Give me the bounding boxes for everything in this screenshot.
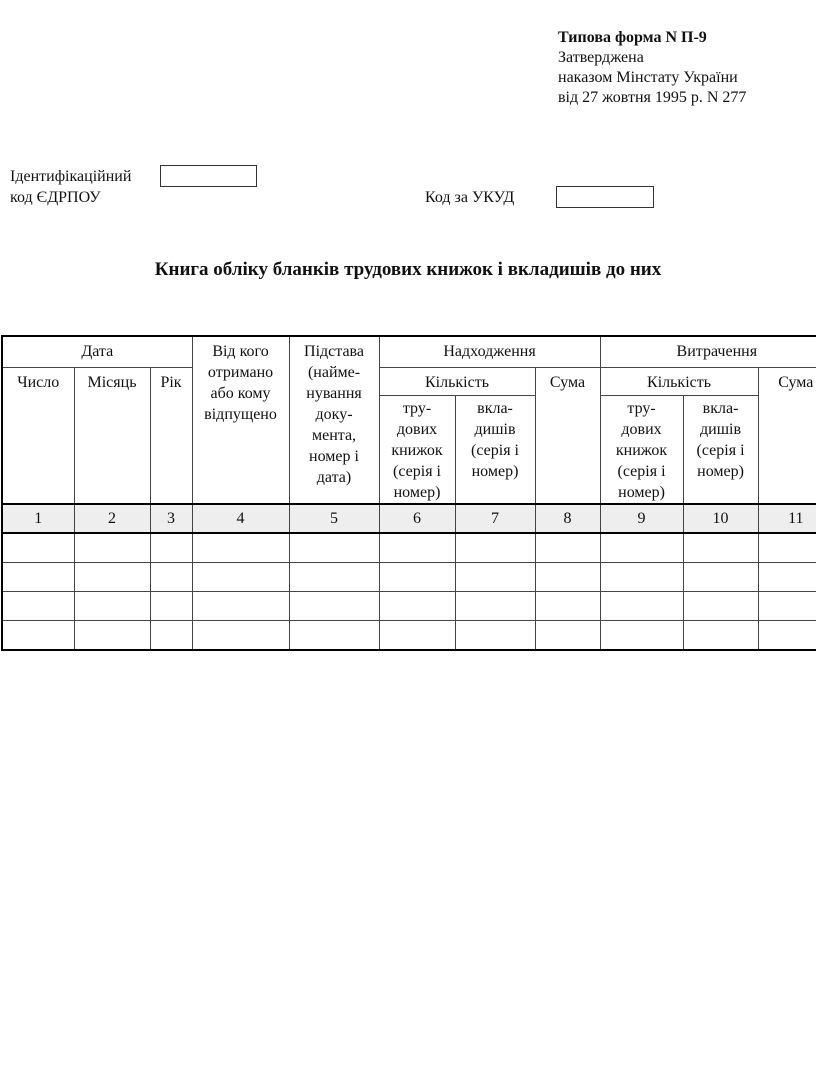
header-date: Дата — [2, 336, 192, 368]
approved-line-2: наказом Мінстату України — [558, 69, 738, 86]
table-cell[interactable] — [192, 621, 289, 651]
table-cell[interactable] — [379, 563, 455, 592]
table-row — [2, 533, 816, 563]
table-cell[interactable] — [379, 592, 455, 621]
table-cell[interactable] — [150, 592, 192, 621]
header-line: книжок — [391, 442, 443, 459]
column-number: 3 — [150, 504, 192, 533]
header-from-whom — [192, 336, 289, 504]
table-cell[interactable] — [192, 563, 289, 592]
header-basis-line: номер і — [309, 448, 359, 465]
header-receipt-sum: Сума — [535, 368, 600, 505]
table-cell[interactable] — [2, 592, 74, 621]
table-cell[interactable] — [74, 621, 150, 651]
table-cell[interactable] — [683, 621, 758, 651]
table-cell[interactable] — [600, 592, 683, 621]
table-cell[interactable] — [289, 592, 379, 621]
header-basis-line: мента, — [311, 427, 357, 444]
table-cell[interactable] — [535, 533, 600, 563]
header-from-whom-line: отримано — [207, 364, 274, 381]
header-receipt-inserts — [455, 396, 535, 505]
edrpou-label-line-1: Ідентифікаційний — [10, 168, 132, 185]
column-number: 6 — [379, 504, 455, 533]
header-month: Місяць — [74, 368, 150, 505]
header-receipt-work-books — [379, 396, 455, 505]
header-receipt-quantity: Кількість — [379, 368, 535, 396]
table-cell[interactable] — [192, 592, 289, 621]
header-line: книжок — [615, 442, 668, 459]
header-expenditure-work-books — [600, 396, 683, 505]
column-number: 1 — [2, 504, 74, 533]
header-line: тру- — [627, 400, 656, 417]
table-cell[interactable] — [74, 592, 150, 621]
header-line: (серія і — [471, 442, 519, 459]
column-number: 4 — [192, 504, 289, 533]
approved-line-1: Затверджена — [558, 49, 644, 66]
table-cell[interactable] — [535, 592, 600, 621]
data-rows — [2, 533, 816, 650]
header-line: номер) — [618, 484, 665, 501]
edrpou-label — [10, 166, 131, 208]
header-line: номер) — [393, 484, 441, 501]
table-cell[interactable] — [758, 533, 816, 563]
header-line: номер) — [697, 463, 744, 480]
table-cell[interactable] — [150, 563, 192, 592]
table-cell[interactable] — [379, 621, 455, 651]
table-cell[interactable] — [455, 533, 535, 563]
table-cell[interactable] — [289, 533, 379, 563]
table-cell[interactable] — [150, 621, 192, 651]
table-cell[interactable] — [455, 563, 535, 592]
table-cell[interactable] — [683, 592, 758, 621]
table-cell[interactable] — [455, 621, 535, 651]
table-cell[interactable] — [2, 533, 74, 563]
book-table — [1, 335, 816, 651]
form-header — [558, 28, 746, 108]
table-cell[interactable] — [600, 533, 683, 563]
table-cell[interactable] — [455, 592, 535, 621]
header-basis-line: дата) — [316, 469, 352, 486]
column-number-row — [2, 504, 816, 533]
table-cell[interactable] — [758, 592, 816, 621]
header-line: вкла- — [477, 400, 513, 417]
table-cell[interactable] — [192, 533, 289, 563]
table-row — [2, 621, 816, 651]
header-line: (серія і — [696, 442, 745, 459]
form-number: Типова форма N П-9 — [558, 29, 707, 46]
header-receipt: Надходження — [379, 336, 600, 368]
table-cell[interactable] — [289, 621, 379, 651]
edrpou-code-field[interactable] — [160, 165, 257, 187]
header-line: дових — [396, 421, 438, 438]
header-line: вкла- — [702, 400, 739, 417]
column-number: 9 — [600, 504, 683, 533]
ukud-code-field[interactable] — [556, 186, 654, 208]
table-cell[interactable] — [379, 533, 455, 563]
table-row — [2, 563, 816, 592]
edrpou-label-line-2: код ЄДРПОУ — [10, 189, 101, 206]
table-cell[interactable] — [683, 533, 758, 563]
table-cell[interactable] — [600, 563, 683, 592]
header-expenditure-inserts — [683, 396, 758, 505]
column-number: 10 — [683, 504, 758, 533]
table-cell[interactable] — [74, 563, 150, 592]
column-number: 5 — [289, 504, 379, 533]
header-from-whom-line: відпущено — [204, 406, 277, 423]
header-year: Рік — [150, 368, 192, 505]
table-cell[interactable] — [683, 563, 758, 592]
table-cell[interactable] — [2, 563, 74, 592]
header-line: тру- — [402, 400, 432, 417]
table-cell[interactable] — [758, 621, 816, 651]
ukud-label: Код за УКУД — [425, 189, 515, 206]
table-row — [2, 592, 816, 621]
header-line: (серія і — [617, 463, 666, 480]
table-cell[interactable] — [758, 563, 816, 592]
header-day: Число — [2, 368, 74, 505]
document-title: Книга обліку бланків трудових книжок і вкладишів до них — [154, 259, 662, 280]
header-line: номер) — [471, 463, 519, 480]
column-number: 7 — [455, 504, 535, 533]
table-cell[interactable] — [150, 533, 192, 563]
header-basis-line: нування — [306, 385, 362, 402]
header-line: дишів — [700, 421, 742, 438]
header-line: дових — [621, 421, 662, 438]
table-cell[interactable] — [2, 621, 74, 651]
header-line: (серія і — [393, 463, 441, 480]
header-line: дишів — [474, 421, 516, 438]
header-basis-line: доку- — [315, 406, 353, 423]
header-basis-line: (найме- — [307, 364, 361, 381]
header-basis-line: Підстава — [304, 343, 364, 360]
table-cell[interactable] — [74, 533, 150, 563]
header-expenditure-quantity: Кількість — [600, 368, 758, 396]
table-cell[interactable] — [535, 621, 600, 651]
table-cell[interactable] — [289, 563, 379, 592]
table-cell[interactable] — [600, 621, 683, 651]
table-cell[interactable] — [535, 563, 600, 592]
header-from-whom-line: Від кого — [212, 343, 269, 360]
column-number: 2 — [74, 504, 150, 533]
column-number: 11 — [758, 504, 816, 533]
header-from-whom-line: або кому — [210, 385, 271, 402]
column-number: 8 — [535, 504, 600, 533]
header-basis — [289, 336, 379, 504]
header-expenditure: Витрачення — [600, 336, 816, 368]
header-expenditure-sum: Сума — [758, 368, 816, 505]
approved-line-3: від 27 жовтня 1995 р. N 277 — [558, 89, 747, 106]
